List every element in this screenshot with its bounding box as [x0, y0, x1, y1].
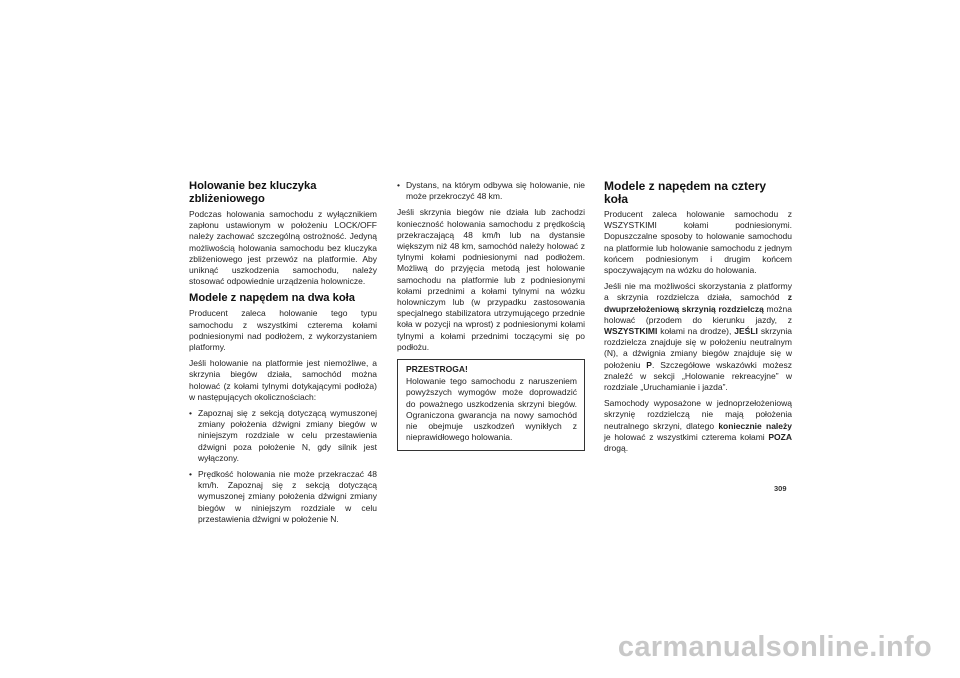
text-run: Jeśli nie ma możliwości skorzystania z platformy a skrzynia rozdzielcza działa, samochód	[604, 281, 792, 303]
watermark: carmanualsonline.info	[617, 631, 932, 663]
list-item: • Dystans, na którym odbywa się holowanie, nie może przekroczyć 48 km.	[397, 180, 585, 202]
bold-text: WSZYSTKIMI	[604, 326, 658, 337]
text-run: drogą.	[604, 443, 629, 454]
heading-4wd-models: Modele z napędem na cztery koła	[604, 179, 767, 206]
paragraph	[604, 398, 792, 454]
bold-text: z dwuprzełożeniową skrzynią rozdzielczą	[604, 292, 792, 314]
column-left	[189, 180, 377, 530]
page-number: 309	[774, 484, 787, 493]
paragraph: Producent zaleca holowanie samochodu z WSZYSTKIMI kołami podniesionymi. Dopuszczalne sposoby to holowanie samochodu na platformie lub holowanie samochodu z jednym końcem podniesionym i drugim końcem spoczywającym na wózku do holowania.	[604, 209, 792, 276]
list-item: • Prędkość holowania nie może przekraczać 48 km/h. Zapoznaj się z sekcją dotyczącą wymuszonej zmiany położenia dźwigni zmiany biegów w niniejszym rozdziale w celu przestawienia dźwigni w położenie N.	[189, 469, 377, 525]
heading-2wd-models: Modele z napędem na dwa koła	[189, 292, 355, 305]
bold-text: P	[646, 359, 652, 370]
paragraph: Jeśli holowanie na platformie jest niemożliwe, a skrzynia biegów działa, samochód można holować (z kołami tylnymi dotykającymi podłoża) w następujących okolicznościach:	[189, 358, 377, 402]
paragraph: Producent zaleca holowanie tego typu samochodu z wszystkimi czterema kołami podniesionymi nad podłożem, z wykorzystaniem platformy.	[189, 308, 377, 353]
text-run: . Szczegółowe wskazówki możesz znaleźć w sekcji „Holowanie rekreacyjne” w rozdziale „Uruchamianie i jazda”.	[604, 359, 792, 393]
list-item: • Zapoznaj się z sekcją dotyczącą wymuszonej zmiany położenia dźwigni zmiany biegów w niniejszym rozdziale w celu przestawienia dźwigni poza położenie N, gdy silnik jest wyłączony.	[189, 408, 377, 464]
bold-text: koniecznie należy	[718, 420, 792, 431]
paragraph: Jeśli skrzynia biegów nie działa lub zachodzi konieczność holowania samochodu z prędkością przekraczającą 48 km/h lub na dystansie większym niż 48 km, samochód należy holować z tylnymi kołami podniesionymi nad podłożem. Możliwą do przyjęcia metodą jest holowanie samochodu na platformie lub z podniesionymi kołami przednimi a kołami tylnymi na wózku holowniczym lub (w przypadku zastosowania specjalnego stabilizatora utrzymującego przednie koła w pozycji na wprost) z podniesionymi kołami tylnymi a kołami przednimi toczącymi się po podłożu.	[397, 207, 585, 352]
text-run: skrzynia rozdzielcza znajduje się w położeniu neutralnym (N), a dźwignia zmiany biegów znajduje się w położeniu	[604, 326, 792, 370]
bullet-list	[397, 180, 585, 202]
column-middle	[397, 180, 585, 451]
warning-box	[397, 359, 585, 451]
paragraph: Podczas holowania samochodu z wyłącznikiem zapłonu ustawionym w położeniu LOCK/OFF należy zachować szczególną ostrożność. Jedyną możliwością holowania samochodu bez kluczyka zbliżeniowego jest przewóz na platformie. Aby uniknąć uszkodzenia samochodu, należy stosować odpowiednie urządzenia holownicze.	[189, 209, 377, 287]
text-run: można holować (przodem do kierunku jazdy, z	[604, 303, 792, 325]
text-run: Samochody wyposażone w jednoprzełożeniową skrzynię rozdzielczą nie mają położenia neutralnego skrzyni, dlatego	[604, 398, 792, 431]
text-run: kołami na drodze),	[657, 326, 735, 337]
warning-title: PRZESTROGA!	[406, 364, 468, 375]
paragraph	[604, 281, 792, 393]
column-right	[604, 180, 792, 459]
bold-text: JEŚLI	[734, 326, 758, 337]
bullet-list	[189, 408, 377, 525]
bold-text: POZA	[768, 431, 792, 442]
heading-towing-without-key: Holowanie bez kluczyka zbliżeniowego	[189, 180, 317, 205]
text-run: je holować z wszystkimi czterema kołami	[604, 431, 769, 442]
warning-text: Holowanie tego samochodu z naruszeniem powyższych wymogów może doprowadzić do poważnego uszkodzenia skrzyni biegów. Ograniczona gwarancja na nowy samochód nie obejmuje uszkodzeń wynikłych z nieprawidłowego holowania.	[406, 376, 577, 443]
